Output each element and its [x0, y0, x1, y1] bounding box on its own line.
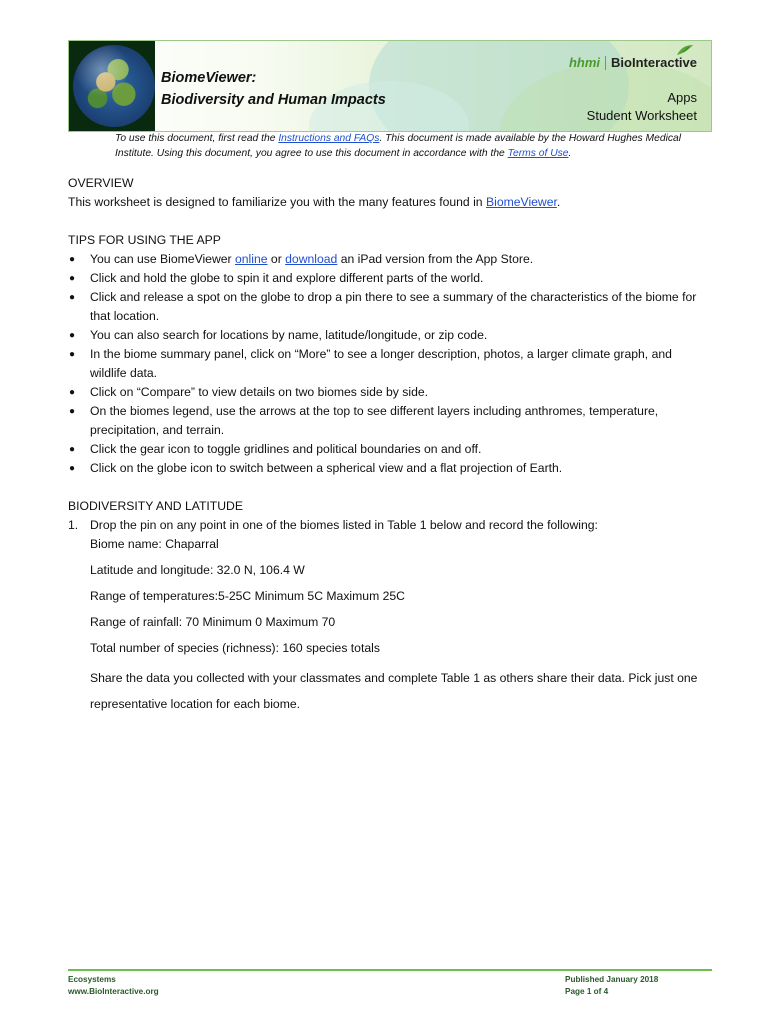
tip-text: Click the gear icon to toggle gridlines and political boundaries on and off.	[90, 442, 482, 456]
logo-divider	[605, 56, 606, 70]
bullet-icon: ●	[69, 273, 76, 284]
tip-text: You can use BiomeViewer	[90, 252, 235, 266]
tip-text: You can also search for locations by name, latitude/longitude, or zip code.	[90, 328, 488, 342]
list-item	[68, 383, 708, 402]
tip-text: Click and release a spot on the globe to drop a pin there to see a summary of the characteristics of the biome for that location.	[90, 290, 697, 323]
question-number: 1.	[68, 518, 79, 532]
globe-icon	[73, 45, 155, 127]
footer-left	[68, 974, 159, 998]
answer-biome-name[interactable]: Biome name: Chaparral	[90, 537, 219, 551]
tip-text: or	[267, 252, 286, 266]
footer-divider	[68, 969, 712, 971]
doc-type-label: Student Worksheet	[586, 108, 697, 123]
intro-text: .	[568, 148, 572, 159]
list-item	[68, 402, 708, 440]
share-instructions: Share the data you collected with your classmates and complete Table 1 as others share their data. Pick just one representative location for each biome.	[90, 671, 698, 711]
terms-of-use-link[interactable]: Terms of Use	[507, 148, 569, 159]
logo-hhmi: hhmi	[568, 55, 601, 70]
spacer	[68, 212, 708, 231]
list-item	[68, 459, 708, 478]
bullet-icon: ●	[69, 292, 76, 303]
bullet-icon: ●	[69, 463, 76, 474]
question-text: Drop the pin on any point in one of the biomes listed in Table 1 below and record the following:	[90, 518, 598, 532]
worksheet-body	[68, 174, 708, 717]
list-item	[68, 345, 708, 383]
list-item	[68, 269, 708, 288]
footer-website: www.BioInteractive.org	[68, 987, 159, 996]
bullet-icon: ●	[69, 387, 76, 398]
intro-text: To use this document, first read the	[115, 133, 279, 144]
question-1	[68, 516, 708, 535]
hhmi-biointeractive-logo	[569, 55, 697, 70]
bullet-icon: ●	[69, 254, 76, 265]
tip-text: In the biome summary panel, click on “More” to see a longer description, photos, a larger climate graph, and wildlife data.	[90, 347, 672, 380]
overview-end: .	[556, 195, 561, 209]
title-line-2: Biodiversity and Human Impacts	[161, 92, 386, 108]
bullet-icon: ●	[69, 349, 76, 360]
footer-page-number: Page 1 of 4	[565, 987, 609, 996]
answer-lat-long[interactable]: Latitude and longitude: 32.0 N, 106.4 W	[90, 563, 305, 577]
tip-text: an iPad version from the App Store.	[337, 252, 534, 266]
tips-heading: TIPS FOR USING THE APP	[68, 233, 221, 247]
answer-block	[68, 535, 708, 717]
bullet-icon: ●	[69, 406, 76, 417]
tips-list	[68, 250, 708, 478]
title-line-1: BiomeViewer:	[161, 70, 257, 86]
overview-heading: OVERVIEW	[68, 176, 134, 190]
bullet-icon: ●	[69, 444, 76, 455]
logo-biointeractive: BioInteractive	[611, 55, 697, 70]
document-category	[587, 89, 697, 125]
answer-species[interactable]: Total number of species (richness): 160 species totals	[90, 641, 380, 655]
footer-subject: Ecosystems	[68, 975, 116, 984]
answer-temperature[interactable]: Range of temperatures:5-25C Minimum 5C Maximum 25C	[90, 589, 405, 603]
header-banner	[68, 40, 712, 132]
list-item	[68, 288, 708, 326]
instructions-faqs-link[interactable]: Instructions and FAQs	[278, 133, 380, 144]
footer-right	[565, 974, 658, 998]
intro-note	[115, 131, 705, 161]
list-item	[68, 250, 708, 269]
list-item	[68, 326, 708, 345]
document-title	[161, 67, 386, 111]
tip-text: On the biomes legend, use the arrows at the top to see different layers including anthromes, temperature, precipitation, and terrain.	[90, 404, 659, 437]
category-label: Apps	[667, 90, 697, 105]
globe-image	[69, 41, 155, 131]
overview-paragraph	[68, 193, 708, 212]
download-link[interactable]: download	[285, 252, 338, 266]
tip-text: Click on the globe icon to switch between a spherical view and a flat projection of Earth.	[90, 461, 563, 475]
online-link[interactable]: online	[235, 252, 268, 266]
biodiversity-heading: BIODIVERSITY AND LATITUDE	[68, 499, 243, 513]
list-item	[68, 440, 708, 459]
biomeviewer-link[interactable]: BiomeViewer	[485, 195, 557, 209]
spacer	[68, 478, 708, 497]
overview-text: This worksheet is designed to familiarize you with the many features found in	[68, 195, 486, 209]
bullet-icon: ●	[69, 330, 76, 341]
answer-rainfall[interactable]: Range of rainfall: 70 Minimum 0 Maximum 70	[90, 615, 336, 629]
footer-published: Published January 2018	[565, 975, 659, 984]
intro-text: . This document is made available by the Howard Hughes Medical Institute. Using this document, you agree to use this document in accordance with the	[115, 133, 682, 159]
tip-text: Click and hold the globe to spin it and explore different parts of the world.	[90, 271, 484, 285]
tip-text: Click on “Compare” to view details on two biomes side by side.	[90, 385, 429, 399]
